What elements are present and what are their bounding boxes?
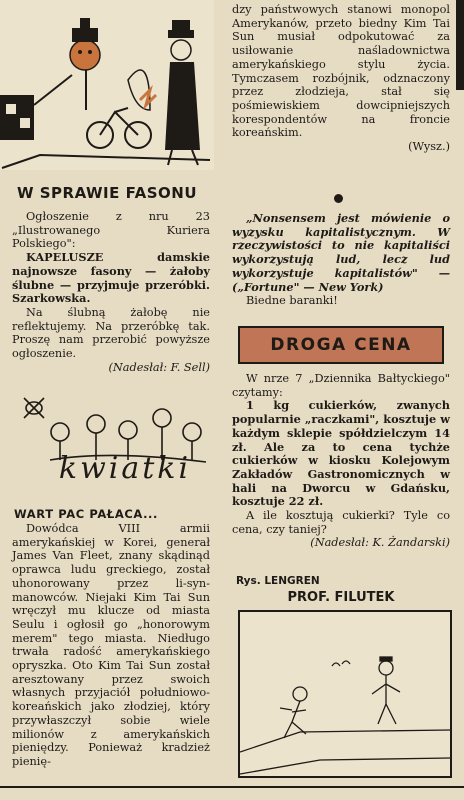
divider-dot <box>334 194 343 203</box>
right-column-continuation <box>232 3 450 154</box>
quote-comment: Biedne baranki! <box>246 294 338 308</box>
ad-text: KAPELUSZE damskie najnowsze fasony — żałoby ślubne — przyjmuje przeróbki. Szarkowska. <box>12 250 210 306</box>
bottom-edge-strip <box>0 786 464 800</box>
ad-comment: Na ślubną żałobę nie reflektujemy. Na przeróbkę tak. Proszę nam przerobić powyższe ogłoszenie. <box>12 305 210 361</box>
comic-drawing <box>240 612 450 776</box>
kwiatki-logo-text: kwiatki <box>58 451 192 486</box>
left-column-article <box>12 210 210 374</box>
story-text <box>12 522 210 769</box>
comic-credit: Rys. LENGREN <box>236 575 320 587</box>
price-question: A ile kosztują cukierki? Tyle co cena, czy taniej? <box>232 509 450 536</box>
filutek-comic-panel <box>238 610 452 778</box>
ad-intro: Ogłoszenie z nru 23 „Ilustrowanego Kuriera Polskiego": <box>12 210 210 251</box>
price-signature: (Nadesłał: K. Żandarski) <box>310 536 450 550</box>
price-body: 1 kg cukierków, zwanych popularnie „raczkami", kosztuje w każdym sklepie spółdzielczym 14 zł. Ale za to cena tychże cukierków w kiosku Kolejowym Zakładów Gastronomicznych w hali na Dworcu w Gdańsku, kosztuje 22 zł. <box>232 398 450 509</box>
droga-cena-banner <box>238 326 444 364</box>
right-edge-bar <box>456 0 464 90</box>
quote-block <box>232 212 450 308</box>
story-continuation: dzy państwowych stanowi monopol Amerykanów, przeto biedny Kim Tai Sun musiał odpokutować za usiłowanie naśladownictwa amerykańskiego stylu życia. Tymczasem rozbójnik, odznaczony przez złodzieja, stał się pośmiewiskiem dowcipniejszych korespondentów na froncie koreańskim. <box>232 3 450 140</box>
section-title: W SPRAWIE FASONU <box>16 184 198 202</box>
cartoon-illustration <box>0 0 214 170</box>
top-cartoon <box>0 0 214 170</box>
kwiatki-logo <box>10 392 216 494</box>
story-signature: (Wysz.) <box>408 140 450 154</box>
ad-signature: (Nadesłał: F. Sell) <box>108 360 210 374</box>
fortune-quote: „Nonsensem jest mówienie o wyzysku kapitalistycznym. W rzeczywistości to nie kapitaliści wykorzystują lud, lecz lud wykorzystuje kapitalistów" — („Fortune" — New York) <box>232 211 450 294</box>
price-article <box>232 372 450 550</box>
price-intro: W nrze 7 „Dziennika Bałtyckiego" czytamy: <box>232 372 450 399</box>
story-paragraph: Dowódca VIII armii amerykańskiej w Korei, generał James Van Fleet, znany skądinąd oprawca ludu greckiego, został uhonorowany przez li-syn-manowców. Niejaki Kim Tai Sun wręczył mu klucze od miasta Seulu i ogłosił go „honorowym merem" tego miasta. Niedługo trwała radość amerykańskiego opryszka. Oto Kim Tai Sun został aresztowany przez swoich własnych przyjaciół południowo-koreańskich jako złodziej, który przywłaszczył sobie wiele milionów z amerykańskich pieniędzy. Ponieważ kradzież pienię- <box>12 522 210 768</box>
comic-title: PROF. FILUTEK <box>287 590 395 605</box>
story-title: WART PAC PAŁACA... <box>14 507 158 521</box>
banner-text: DROGA CENA <box>270 335 412 355</box>
